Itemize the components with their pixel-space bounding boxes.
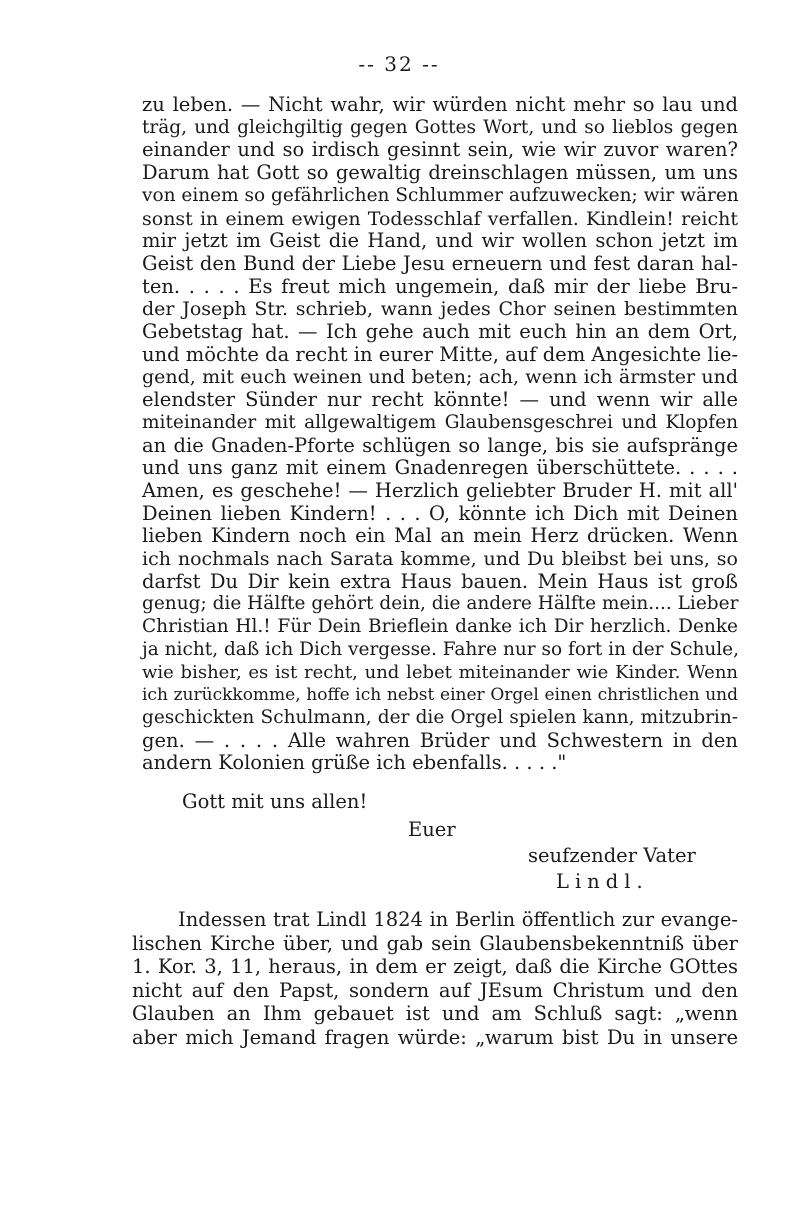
text-line: wie bisher, es ist recht, und lebet miteinander wie Kinder. Wenn: [142, 661, 738, 683]
text-line: mir jetzt im Geist die Hand, und wir wollen schon jetzt im: [142, 229, 738, 253]
text-line: 1. Kor. 3, 11, heraus, in dem er zeigt, daß die Kirche GOttes: [132, 955, 738, 979]
text-line: miteinander mit allgewaltigem Glaubensgeschrei und Klopfen: [142, 411, 738, 433]
text-line: Christian Hl.! Für Dein Brieflein danke ich Dir herzlich. Denke: [142, 616, 738, 638]
text-line: lieben Kindern noch ein Mal an mein Herz drücken. Wenn: [142, 524, 738, 548]
text-line: lischen Kirche über, und gab sein Glaubensbekenntniß über: [132, 931, 738, 955]
closing-greeting: Gott mit uns allen!: [182, 790, 368, 813]
closing-title: seufzender Vater: [528, 844, 696, 867]
text-line: andern Kolonien grüße ich ebenfalls. . . . .": [142, 751, 567, 775]
text-line: einander und so irdisch gesinnt sein, wie wir zuvor waren?: [142, 138, 738, 162]
closing-yours: Euer: [408, 818, 456, 841]
text-line: träg, und gleichgiltig gegen Gottes Wort, und so lieblos gegen: [142, 116, 738, 138]
text-line: von einem so gefährlichen Schlummer aufzuwecken; wir wären: [142, 184, 739, 206]
text-line: und möchte da recht in eurer Mitte, auf dem Angesichte lie-: [142, 342, 738, 366]
text-line: elendster Sünder nur recht könnte! — und wenn wir alle: [142, 388, 738, 412]
text-line: darfst Du Dir kein extra Haus bauen. Mein Haus ist groß: [142, 569, 738, 593]
text-line: gend, mit euch weinen und beten; ach, wenn ich ärmster und: [142, 366, 738, 389]
page-number: -- 32 --: [358, 52, 440, 76]
text-line: aber mich Jemand fragen würde: „warum bist Du in unsere: [132, 1025, 738, 1049]
text-line: ten. . . . . Es freut mich ungemein, daß mir der liebe Bru-: [142, 274, 738, 298]
text-line: nicht auf den Papst, sondern auf JEsum Christum und den: [132, 978, 738, 1002]
text-line: Amen, es geschehe! — Herzlich geliebter Bruder H. mit all': [142, 478, 738, 502]
signature: Lindl.: [556, 870, 649, 893]
text-line: ja nicht, daß ich Dich vergesse. Fahre nur so fort in der Schule,: [142, 638, 740, 660]
text-line: sonst in einem ewigen Todesschlaf verfallen. Kindlein! reicht: [142, 207, 738, 230]
text-line: Deinen lieben Kindern! . . . O, könnte ich Dich mit Deinen: [142, 501, 738, 525]
text-line: Indessen trat Lindl 1824 in Berlin öffentlich zur evange-: [178, 908, 738, 931]
narrative-paragraph: [132, 908, 738, 1050]
text-line: genug; die Hälfte gehört dein, die andere Hälfte mein.... Lieber: [142, 593, 739, 615]
text-line: Geist den Bund der Liebe Jesu erneuern und fest daran hal-: [142, 251, 738, 275]
text-line: Darum hat Gott so gewaltig dreinschlagen müssen, um uns: [142, 161, 738, 185]
text-line: geschickten Schulmann, der die Orgel spielen kann, mitzubrin-: [142, 706, 738, 728]
text-line: an die Gnaden-Pforte schlügen so lange, bis sie aufspränge: [142, 433, 738, 457]
text-line: der Joseph Str. schrieb, wann jedes Chor seinen bestimmten: [142, 298, 738, 321]
text-line: Gebetstag hat. — Ich gehe auch mit euch hin an dem Ort,: [142, 320, 738, 344]
text-line: zu leben. — Nicht wahr, wir würden nicht mehr so lau und: [142, 93, 738, 116]
letter-text: [142, 94, 738, 775]
text-line: und uns ganz mit einem Gnadenregen überschüttete. . . . .: [142, 456, 738, 480]
text-line: ich nochmals nach Sarata komme, und Du bleibst bei uns, so: [142, 548, 738, 571]
text-line: Glauben an Ihm gebauet ist und am Schluß sagt: „wenn: [132, 1002, 738, 1026]
text-line: gen. — . . . . Alle wahren Brüder und Schwestern in den: [142, 728, 738, 752]
text-line: ich zurückkomme, hoffe ich nebst einer Orgel einen christlichen und: [142, 685, 738, 706]
